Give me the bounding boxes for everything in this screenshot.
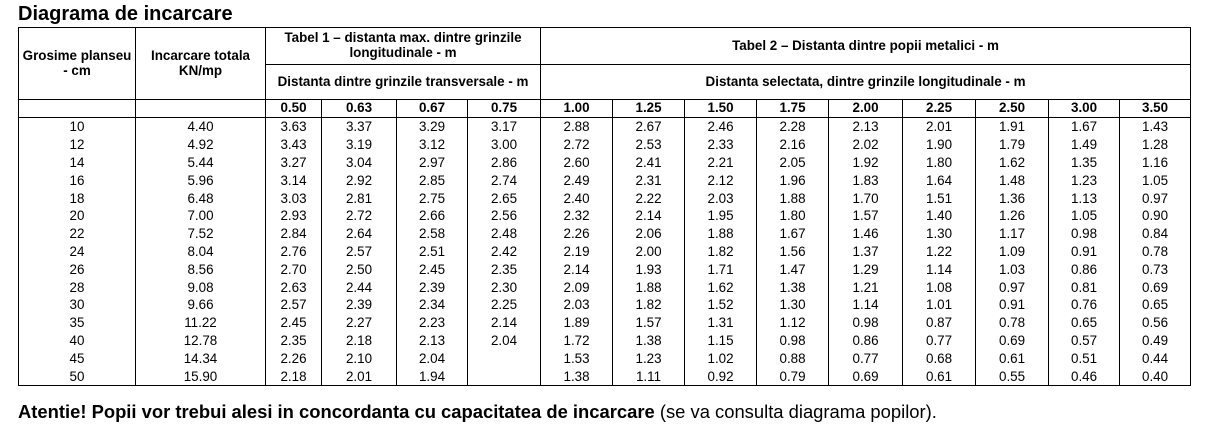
table-cell: 1.05 xyxy=(1049,207,1120,225)
table-cell: 1.90 xyxy=(903,136,976,154)
table-cell: 0.65 xyxy=(1120,296,1191,314)
table-cell: 0.92 xyxy=(685,367,757,385)
table-cell: 0.69 xyxy=(829,367,903,385)
table-cell: 2.23 xyxy=(397,314,468,332)
table-cell: 2.31 xyxy=(613,171,685,189)
table-cell: 2.12 xyxy=(685,171,757,189)
table-cell: 2.92 xyxy=(322,171,397,189)
table-cell: 2.13 xyxy=(397,332,468,350)
table-cell: 2.65 xyxy=(468,189,541,207)
table-cell: 1.13 xyxy=(1049,189,1120,207)
table-cell: 2.14 xyxy=(613,207,685,225)
table-cell: 1.31 xyxy=(685,314,757,332)
table-cell: 1.53 xyxy=(541,349,613,367)
table-cell: 1.23 xyxy=(1049,171,1120,189)
header-tabel2-title: Tabel 2 – Distanta dintre popii metalici - m xyxy=(541,28,1191,65)
header-tabel2-col: 1.00 xyxy=(541,100,613,118)
table-cell: 2.58 xyxy=(397,225,468,243)
table-cell: 3.14 xyxy=(266,171,322,189)
table-cell: 0.86 xyxy=(1049,260,1120,278)
cell-grosime: 22 xyxy=(19,225,136,243)
header-tabel1-col: 0.50 xyxy=(266,100,322,118)
header-tabel1-col: 0.67 xyxy=(397,100,468,118)
footer-bold: Atentie! Popii vor trebui alesi in concordanta cu capacitatea de incarcare xyxy=(18,401,655,422)
table-row xyxy=(19,154,1191,172)
table-cell: 1.23 xyxy=(613,349,685,367)
header-tabel2-col: 3.00 xyxy=(1049,100,1120,118)
table-cell: 0.77 xyxy=(829,349,903,367)
table-cell: 1.67 xyxy=(757,225,829,243)
table-cell: 1.83 xyxy=(829,171,903,189)
table-cell: 2.70 xyxy=(266,260,322,278)
table-cell: 2.63 xyxy=(266,278,322,296)
cell-incarcare: 4.92 xyxy=(136,136,266,154)
table-cell: 1.96 xyxy=(757,171,829,189)
cell-grosime: 12 xyxy=(19,136,136,154)
table-cell: 2.50 xyxy=(322,260,397,278)
table-cell: 1.56 xyxy=(757,243,829,261)
cell-grosime: 30 xyxy=(19,296,136,314)
table-row xyxy=(19,225,1191,243)
cell-grosime: 24 xyxy=(19,243,136,261)
table-cell: 2.40 xyxy=(541,189,613,207)
table-cell: 1.05 xyxy=(1120,171,1191,189)
header-blank xyxy=(136,100,266,118)
table-cell: 0.98 xyxy=(1049,225,1120,243)
cell-grosime: 40 xyxy=(19,332,136,350)
table-cell: 3.12 xyxy=(397,136,468,154)
table-cell: 2.75 xyxy=(397,189,468,207)
table-cell: 0.57 xyxy=(1049,332,1120,350)
table-cell: 1.82 xyxy=(613,296,685,314)
table-body xyxy=(19,118,1191,386)
cell-grosime: 50 xyxy=(19,367,136,385)
table-cell: 2.14 xyxy=(541,260,613,278)
cell-incarcare: 15.90 xyxy=(136,367,266,385)
table-cell: 0.81 xyxy=(1049,278,1120,296)
table-cell: 1.12 xyxy=(757,314,829,332)
table-cell: 2.28 xyxy=(757,118,829,136)
table-cell: 0.97 xyxy=(976,278,1049,296)
table-cell: 2.30 xyxy=(468,278,541,296)
table-cell: 1.62 xyxy=(976,154,1049,172)
header-blank xyxy=(19,100,136,118)
table-cell: 2.33 xyxy=(685,136,757,154)
table-cell: 2.04 xyxy=(397,349,468,367)
table-cell: 0.46 xyxy=(1049,367,1120,385)
table-cell: 0.77 xyxy=(903,332,976,350)
header-tabel2-col: 2.50 xyxy=(976,100,1049,118)
table-row xyxy=(19,136,1191,154)
table-cell: 1.22 xyxy=(903,243,976,261)
table-cell: 1.80 xyxy=(903,154,976,172)
table-cell: 2.45 xyxy=(266,314,322,332)
table-cell: 2.88 xyxy=(541,118,613,136)
table-cell: 1.03 xyxy=(976,260,1049,278)
column-value-headers xyxy=(19,100,1191,118)
table-cell: 2.57 xyxy=(322,243,397,261)
table-cell: 2.06 xyxy=(613,225,685,243)
table-cell: 1.62 xyxy=(685,278,757,296)
table-cell: 2.74 xyxy=(468,171,541,189)
table-cell: 2.46 xyxy=(685,118,757,136)
cell-grosime: 18 xyxy=(19,189,136,207)
table-cell: 1.64 xyxy=(903,171,976,189)
table-cell: 1.92 xyxy=(829,154,903,172)
table-cell: 0.91 xyxy=(1049,243,1120,261)
table-cell: 1.30 xyxy=(903,225,976,243)
table-cell: 2.57 xyxy=(266,296,322,314)
table-cell: 3.00 xyxy=(468,136,541,154)
table-cell: 2.18 xyxy=(322,332,397,350)
table-cell: 0.98 xyxy=(757,332,829,350)
table-cell xyxy=(468,367,541,385)
table-row xyxy=(19,118,1191,136)
table-cell: 2.25 xyxy=(468,296,541,314)
table-cell: 2.02 xyxy=(829,136,903,154)
table-cell: 2.18 xyxy=(266,367,322,385)
table-cell: 1.91 xyxy=(976,118,1049,136)
cell-grosime: 28 xyxy=(19,278,136,296)
table-cell: 2.53 xyxy=(613,136,685,154)
table-cell: 3.43 xyxy=(266,136,322,154)
table-cell: 0.76 xyxy=(1049,296,1120,314)
table-cell: 2.66 xyxy=(397,207,468,225)
table-cell: 1.01 xyxy=(903,296,976,314)
table-cell: 3.17 xyxy=(468,118,541,136)
cell-incarcare: 7.00 xyxy=(136,207,266,225)
table-cell: 1.46 xyxy=(829,225,903,243)
table-cell: 1.94 xyxy=(397,367,468,385)
table-cell: 2.21 xyxy=(685,154,757,172)
table-cell: 3.19 xyxy=(322,136,397,154)
table-cell: 2.84 xyxy=(266,225,322,243)
table-cell: 1.49 xyxy=(1049,136,1120,154)
table-cell: 1.40 xyxy=(903,207,976,225)
table-cell: 2.01 xyxy=(903,118,976,136)
cell-grosime: 45 xyxy=(19,349,136,367)
cell-grosime: 20 xyxy=(19,207,136,225)
cell-incarcare: 9.66 xyxy=(136,296,266,314)
table-cell: 2.32 xyxy=(541,207,613,225)
cell-grosime: 10 xyxy=(19,118,136,136)
table-cell xyxy=(468,349,541,367)
header-tabel1-sub: Distanta dintre grinzile transversale - m xyxy=(266,65,541,100)
table-cell: 0.61 xyxy=(903,367,976,385)
cell-incarcare: 6.48 xyxy=(136,189,266,207)
table-cell: 0.78 xyxy=(976,314,1049,332)
cell-incarcare: 8.04 xyxy=(136,243,266,261)
table-cell: 0.56 xyxy=(1120,314,1191,332)
table-cell: 0.73 xyxy=(1120,260,1191,278)
table-cell: 1.17 xyxy=(976,225,1049,243)
table-cell: 2.44 xyxy=(322,278,397,296)
table-row xyxy=(19,243,1191,261)
table-cell: 2.16 xyxy=(757,136,829,154)
table-cell: 2.01 xyxy=(322,367,397,385)
table-cell: 0.98 xyxy=(829,314,903,332)
table-row xyxy=(19,367,1191,385)
table-cell: 0.69 xyxy=(1120,278,1191,296)
table-cell: 2.64 xyxy=(322,225,397,243)
table-cell: 0.88 xyxy=(757,349,829,367)
table-row xyxy=(19,207,1191,225)
table-cell: 1.35 xyxy=(1049,154,1120,172)
header-tabel1-col: 0.63 xyxy=(322,100,397,118)
table-cell: 1.47 xyxy=(757,260,829,278)
table-cell: 2.35 xyxy=(266,332,322,350)
table-cell: 2.60 xyxy=(541,154,613,172)
header-incarcare: Incarcare totala KN/mp xyxy=(136,28,266,100)
table-cell: 2.26 xyxy=(541,225,613,243)
table-cell: 0.97 xyxy=(1120,189,1191,207)
table-row xyxy=(19,260,1191,278)
cell-grosime: 16 xyxy=(19,171,136,189)
table-cell: 2.48 xyxy=(468,225,541,243)
table-cell: 2.10 xyxy=(322,349,397,367)
table-cell: 2.22 xyxy=(613,189,685,207)
table-cell: 2.49 xyxy=(541,171,613,189)
table-cell: 1.29 xyxy=(829,260,903,278)
table-cell: 2.42 xyxy=(468,243,541,261)
cell-incarcare: 14.34 xyxy=(136,349,266,367)
table-cell: 1.88 xyxy=(613,278,685,296)
table-cell: 2.03 xyxy=(541,296,613,314)
cell-incarcare: 12.78 xyxy=(136,332,266,350)
table-cell: 3.27 xyxy=(266,154,322,172)
header-grosime: Grosime planseu - cm xyxy=(19,28,136,100)
header-tabel2-col: 2.25 xyxy=(903,100,976,118)
table-cell: 1.38 xyxy=(613,332,685,350)
table-cell: 0.61 xyxy=(976,349,1049,367)
footer-normal: (se va consulta diagrama popilor). xyxy=(654,401,937,422)
table-cell: 1.89 xyxy=(541,314,613,332)
table-cell: 2.13 xyxy=(829,118,903,136)
table-cell: 2.34 xyxy=(397,296,468,314)
table-cell: 3.04 xyxy=(322,154,397,172)
table-row xyxy=(19,332,1191,350)
cell-incarcare: 5.44 xyxy=(136,154,266,172)
table-cell: 2.81 xyxy=(322,189,397,207)
table-cell: 1.72 xyxy=(541,332,613,350)
table-cell: 1.80 xyxy=(757,207,829,225)
table-cell: 0.91 xyxy=(976,296,1049,314)
table-cell: 1.70 xyxy=(829,189,903,207)
page-title: Diagrama de incarcare xyxy=(18,3,233,25)
table-cell: 1.82 xyxy=(685,243,757,261)
cell-grosime: 35 xyxy=(19,314,136,332)
table-cell: 1.93 xyxy=(613,260,685,278)
table-cell: 2.39 xyxy=(322,296,397,314)
table-cell: 2.00 xyxy=(613,243,685,261)
table-cell: 2.19 xyxy=(541,243,613,261)
table-cell: 1.52 xyxy=(685,296,757,314)
table-cell: 2.09 xyxy=(541,278,613,296)
table-cell: 1.43 xyxy=(1120,118,1191,136)
table-cell: 1.30 xyxy=(757,296,829,314)
cell-grosime: 14 xyxy=(19,154,136,172)
table-cell: 1.48 xyxy=(976,171,1049,189)
table-cell: 1.08 xyxy=(903,278,976,296)
table-row xyxy=(19,349,1191,367)
table-cell: 1.02 xyxy=(685,349,757,367)
table-cell: 1.14 xyxy=(829,296,903,314)
table-row xyxy=(19,296,1191,314)
table-cell: 1.71 xyxy=(685,260,757,278)
table-cell: 2.76 xyxy=(266,243,322,261)
table-cell: 1.38 xyxy=(757,278,829,296)
table-cell: 1.79 xyxy=(976,136,1049,154)
table-cell: 0.49 xyxy=(1120,332,1191,350)
table-cell: 1.11 xyxy=(613,367,685,385)
cell-incarcare: 4.40 xyxy=(136,118,266,136)
table-cell: 1.21 xyxy=(829,278,903,296)
header-tabel1-col: 0.75 xyxy=(468,100,541,118)
table-cell: 1.37 xyxy=(829,243,903,261)
table-cell: 0.78 xyxy=(1120,243,1191,261)
header-tabel2-sub: Distanta selectata, dintre grinzile longitudinale - m xyxy=(541,65,1191,100)
cell-incarcare: 9.08 xyxy=(136,278,266,296)
table-cell: 1.09 xyxy=(976,243,1049,261)
table-cell: 1.36 xyxy=(976,189,1049,207)
header-tabel2-col: 3.50 xyxy=(1120,100,1191,118)
table-cell: 2.86 xyxy=(468,154,541,172)
table-cell: 1.95 xyxy=(685,207,757,225)
table-cell: 3.29 xyxy=(397,118,468,136)
table-cell: 0.87 xyxy=(903,314,976,332)
table-cell: 2.35 xyxy=(468,260,541,278)
table-cell: 0.55 xyxy=(976,367,1049,385)
table-row xyxy=(19,171,1191,189)
table-cell: 2.72 xyxy=(541,136,613,154)
table-row xyxy=(19,278,1191,296)
header-tabel2-col: 2.00 xyxy=(829,100,903,118)
header-tabel2-col: 1.75 xyxy=(757,100,829,118)
table-cell: 0.51 xyxy=(1049,349,1120,367)
table-cell: 2.67 xyxy=(613,118,685,136)
table-cell: 2.04 xyxy=(468,332,541,350)
table-cell: 0.68 xyxy=(903,349,976,367)
table-cell: 2.51 xyxy=(397,243,468,261)
table-cell: 2.05 xyxy=(757,154,829,172)
table-cell: 2.56 xyxy=(468,207,541,225)
cell-incarcare: 7.52 xyxy=(136,225,266,243)
table-cell: 2.03 xyxy=(685,189,757,207)
table-cell: 2.39 xyxy=(397,278,468,296)
header-tabel2-col: 1.25 xyxy=(613,100,685,118)
table-cell: 2.93 xyxy=(266,207,322,225)
table-cell: 1.57 xyxy=(613,314,685,332)
table-cell: 1.26 xyxy=(976,207,1049,225)
table-cell: 1.16 xyxy=(1120,154,1191,172)
table-cell: 2.41 xyxy=(613,154,685,172)
table-cell: 1.88 xyxy=(757,189,829,207)
table-row xyxy=(19,314,1191,332)
table-cell: 0.84 xyxy=(1120,225,1191,243)
table-cell: 0.44 xyxy=(1120,349,1191,367)
table-cell: 2.45 xyxy=(397,260,468,278)
load-table xyxy=(18,27,1191,386)
table-cell: 0.69 xyxy=(976,332,1049,350)
table-cell: 3.63 xyxy=(266,118,322,136)
cell-incarcare: 8.56 xyxy=(136,260,266,278)
table-cell: 0.40 xyxy=(1120,367,1191,385)
header-tabel1-title: Tabel 1 – distanta max. dintre grinzile longitudinale - m xyxy=(266,28,541,65)
table-cell: 0.79 xyxy=(757,367,829,385)
header-tabel2-col: 1.50 xyxy=(685,100,757,118)
table-cell: 2.26 xyxy=(266,349,322,367)
table-cell: 1.51 xyxy=(903,189,976,207)
table-cell: 1.38 xyxy=(541,367,613,385)
table-row xyxy=(19,189,1191,207)
table-cell: 2.85 xyxy=(397,171,468,189)
table-cell: 2.97 xyxy=(397,154,468,172)
table-cell: 2.72 xyxy=(322,207,397,225)
table-cell: 1.57 xyxy=(829,207,903,225)
table-cell: 2.14 xyxy=(468,314,541,332)
table-header xyxy=(19,28,1191,118)
table-cell: 2.27 xyxy=(322,314,397,332)
table-cell: 1.14 xyxy=(903,260,976,278)
cell-incarcare: 5.96 xyxy=(136,171,266,189)
table-cell: 1.88 xyxy=(685,225,757,243)
footer-note xyxy=(18,400,937,424)
cell-grosime: 26 xyxy=(19,260,136,278)
table-cell: 3.03 xyxy=(266,189,322,207)
table-cell: 1.67 xyxy=(1049,118,1120,136)
table-cell: 3.37 xyxy=(322,118,397,136)
table-cell: 0.90 xyxy=(1120,207,1191,225)
cell-incarcare: 11.22 xyxy=(136,314,266,332)
table-cell: 0.65 xyxy=(1049,314,1120,332)
table-cell: 1.28 xyxy=(1120,136,1191,154)
table-cell: 0.86 xyxy=(829,332,903,350)
table-cell: 1.15 xyxy=(685,332,757,350)
